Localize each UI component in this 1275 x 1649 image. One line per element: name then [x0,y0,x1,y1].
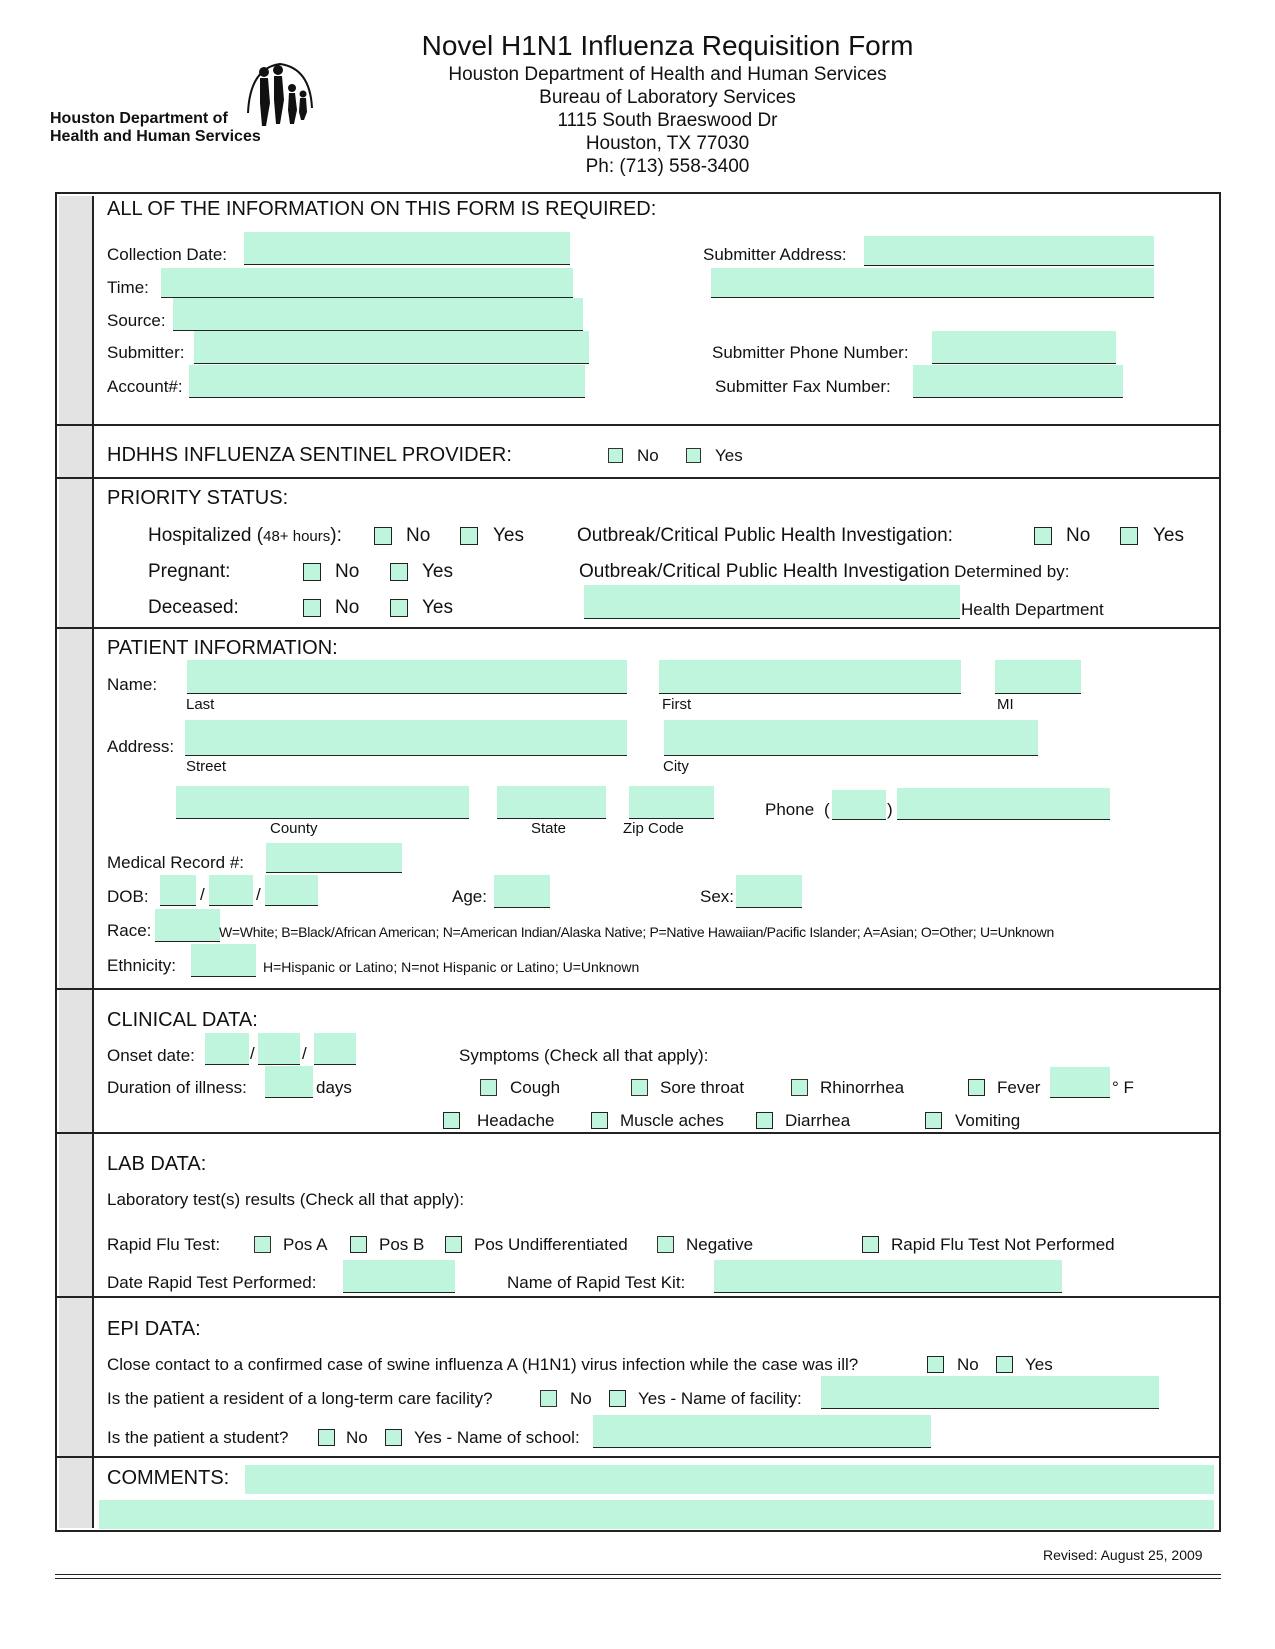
dob-label: DOB: [107,887,149,906]
pos-b-label: Pos B [379,1235,425,1254]
rhinorrhea-label: Rhinorrhea [820,1078,905,1097]
zip-caption: Zip Code [623,820,684,837]
sore-throat-checkbox[interactable] [631,1079,648,1096]
age-field[interactable] [494,875,550,908]
hospitalized-yes-label: Yes [493,525,524,546]
muscle-aches-label: Muscle aches [620,1111,724,1130]
name-label: Name: [107,675,158,694]
required-heading: ALL OF THE INFORMATION ON THIS FORM IS REQUIRED: [107,198,657,220]
address-label: Address: [107,737,175,756]
onset-slash-2: / [302,1044,307,1063]
divider [55,1456,1221,1458]
deceased-label: Deceased: [148,597,239,618]
facility-name-field[interactable] [821,1376,1159,1409]
ethnicity-label: Ethnicity: [107,956,176,975]
dob-year-field[interactable] [265,875,318,906]
pos-a-checkbox[interactable] [254,1236,271,1253]
fever-degree-label: ° F [1112,1078,1134,1097]
onset-slash-1: / [250,1044,255,1063]
dob-slash-2: / [256,885,261,904]
pregnant-no-checkbox[interactable] [303,563,321,581]
logo-text-line1: Houston Department of [50,110,228,127]
outbreak-yes-checkbox[interactable] [1120,527,1138,545]
date-rapid-label: Date Rapid Test Performed: [107,1273,317,1292]
ethnicity-key: H=Hispanic or Latino; N=not Hispanic or Latino; U=Unknown [263,959,640,975]
date-rapid-field[interactable] [343,1260,455,1293]
sore-throat-label: Sore throat [660,1078,745,1097]
state-field[interactable] [497,786,606,819]
phone-paren-open: ( [824,800,830,819]
sex-label: Sex: [700,887,735,906]
deceased-no-label: No [335,597,360,618]
time-label: Time: [107,278,149,297]
deceased-yes-checkbox[interactable] [390,599,408,617]
mrn-field[interactable] [266,843,402,873]
headache-checkbox[interactable] [443,1112,460,1129]
zip-field[interactable] [629,786,714,819]
lab-heading: LAB DATA: [107,1153,207,1175]
header-citystate: Houston, TX 77030 [585,133,750,154]
collection-date-label: Collection Date: [107,245,228,264]
city-caption: City [663,758,689,775]
outbreak-label: Outbreak/Critical Public Health Investigation: [577,525,953,546]
mi-caption: MI [997,696,1014,713]
divider [55,988,1221,990]
hospitalized-label: Hospitalized (48+ hours): [148,525,342,546]
ltc-yes-checkbox[interactable] [609,1390,626,1407]
pos-b-checkbox[interactable] [350,1236,367,1253]
pregnant-yes-label: Yes [422,561,453,582]
left-gutter [59,196,94,1528]
outbreak-determined-label: Outbreak/Critical Public Health Investigation Determined by: [579,561,1070,582]
revised-date: Revised: August 25, 2009 [1043,1547,1203,1563]
negative-label: Negative [686,1235,754,1254]
contact-question: Close contact to a confirmed case of swine influenza A (H1N1) virus infection while the case was ill? [107,1355,859,1374]
race-key: W=White; B=Black/African American; N=American Indian/Alaska Native; P=Native Hawaiian/Pacific Islander; A=Asian; O=Other; U=Unknown [219,924,1054,940]
cough-label: Cough [510,1078,561,1097]
lab-tests-label: Laboratory test(s) results (Check all that apply): [107,1190,465,1209]
family-logo-icon [240,58,320,130]
contact-yes-label: Yes [1025,1355,1053,1374]
rhinorrhea-checkbox[interactable] [791,1079,808,1096]
student-yes-checkbox[interactable] [385,1429,402,1446]
last-name-field[interactable] [187,660,627,694]
sex-field[interactable] [736,875,802,908]
first-name-field[interactable] [659,660,961,694]
duration-field[interactable] [265,1066,313,1098]
diarrhea-checkbox[interactable] [756,1112,773,1129]
footer-rule [55,1574,1221,1579]
city-field[interactable] [664,720,1038,756]
hospitalized-no-checkbox[interactable] [374,527,392,545]
school-name-field[interactable] [593,1415,931,1448]
health-department-label: Health Department [961,600,1104,619]
rapid-flu-label: Rapid Flu Test: [107,1235,221,1254]
submitter-phone-label: Submitter Phone Number: [712,343,909,362]
sentinel-yes-checkbox[interactable] [686,448,701,463]
kit-field[interactable] [714,1260,1062,1293]
duration-label: Duration of illness: [107,1078,247,1097]
sentinel-yes-label: Yes [715,446,743,465]
ltc-yes-label: Yes - Name of facility: [638,1389,802,1408]
fever-temperature-field[interactable] [1050,1067,1110,1098]
first-caption: First [662,696,692,713]
pregnant-label: Pregnant: [148,561,231,582]
submitter-fax-label: Submitter Fax Number: [715,377,891,396]
hospitalized-yes-checkbox[interactable] [460,527,478,545]
submitter-address-field-1[interactable] [864,236,1154,266]
last-caption: Last [186,696,215,713]
clinical-heading: CLINICAL DATA: [107,1009,258,1031]
dob-day-field[interactable] [209,875,253,906]
divider [55,424,1221,426]
pos-undifferentiated-checkbox[interactable] [445,1236,462,1253]
student-question: Is the patient a student? [107,1428,289,1447]
negative-checkbox[interactable] [657,1236,674,1253]
fever-checkbox[interactable] [968,1079,985,1096]
contact-no-label: No [957,1355,979,1374]
ltc-no-label: No [570,1389,592,1408]
header-bureau: Bureau of Laboratory Services [539,87,796,108]
source-field[interactable] [173,298,583,331]
headache-label: Headache [477,1111,555,1130]
submitter-address-field-2[interactable] [711,268,1154,298]
account-label: Account#: [107,377,183,396]
phone-area-code-field[interactable] [832,790,886,820]
race-label: Race: [107,921,152,940]
header-street: 1115 South Braeswood Dr [557,110,778,131]
student-no-checkbox[interactable] [318,1429,335,1446]
onset-day-field[interactable] [258,1033,300,1065]
sentinel-label: HDHHS INFLUENZA SENTINEL PROVIDER: [107,444,512,466]
mi-field[interactable] [995,660,1081,694]
kit-label: Name of Rapid Test Kit: [507,1273,686,1292]
race-field[interactable] [155,909,220,942]
onset-year-field[interactable] [314,1033,356,1065]
contact-no-checkbox[interactable] [927,1356,944,1373]
form-title: Novel H1N1 Influenza Requisition Form [421,30,914,61]
county-field[interactable] [176,786,469,819]
account-field[interactable] [189,365,585,398]
time-field[interactable] [161,268,573,298]
mrn-label: Medical Record #: [107,853,245,872]
street-caption: Street [186,758,227,775]
symptoms-label: Symptoms (Check all that apply): [459,1046,709,1065]
vomiting-checkbox[interactable] [925,1112,942,1129]
student-yes-label: Yes - Name of school: [414,1428,580,1447]
outbreak-determined-field[interactable] [584,585,960,619]
outbreak-no-label: No [1066,525,1091,546]
source-label: Source: [107,311,166,330]
submitter-fax-field[interactable] [913,365,1123,398]
comments-field-2[interactable] [99,1500,1214,1529]
header-phone: Ph: (713) 558-3400 [585,156,750,176]
divider [55,1296,1221,1298]
phone-number-field[interactable] [897,788,1110,820]
submitter-address-label: Submitter Address: [703,245,847,264]
onset-month-field[interactable] [205,1033,249,1065]
pos-a-label: Pos A [283,1235,328,1254]
collection-date-field[interactable] [244,232,570,265]
deceased-no-checkbox[interactable] [303,599,321,617]
days-label: days [316,1078,352,1097]
phone-paren-close: ) [887,800,893,819]
submitter-field[interactable] [194,331,589,364]
sentinel-no-checkbox[interactable] [608,448,623,463]
divider [55,477,1221,479]
comments-field-1[interactable] [245,1465,1214,1494]
pregnant-yes-checkbox[interactable] [390,563,408,581]
outbreak-yes-label: Yes [1153,525,1184,546]
ethnicity-field[interactable] [191,944,256,977]
dob-month-field[interactable] [160,875,196,906]
pos-undifferentiated-label: Pos Undifferentiated [474,1235,628,1254]
logo [50,58,310,158]
fever-label: Fever [997,1078,1041,1097]
patient-heading: PATIENT INFORMATION: [107,637,338,659]
deceased-yes-label: Yes [422,597,453,618]
muscle-aches-checkbox[interactable] [591,1112,608,1129]
county-caption: County [270,820,318,837]
student-no-label: No [346,1428,368,1447]
state-caption: State [531,820,567,837]
cough-checkbox[interactable] [480,1079,497,1096]
pregnant-no-label: No [335,561,360,582]
dob-slash-1: / [200,885,205,904]
street-field[interactable] [185,720,627,756]
onset-label: Onset date: [107,1046,195,1065]
header-dept: Houston Department of Health and Human Services [448,64,887,85]
submitter-phone-field[interactable] [932,331,1116,364]
priority-heading: PRIORITY STATUS: [107,487,289,509]
outbreak-no-checkbox[interactable] [1034,527,1052,545]
diarrhea-label: Diarrhea [785,1111,851,1130]
sentinel-no-label: No [637,446,659,465]
ltc-no-checkbox[interactable] [540,1390,557,1407]
contact-yes-checkbox[interactable] [996,1356,1013,1373]
divider [55,627,1221,629]
submitter-label: Submitter: [107,343,185,362]
epi-heading: EPI DATA: [107,1318,201,1340]
not-performed-label: Rapid Flu Test Not Performed [891,1235,1115,1254]
phone-label: Phone [765,800,815,819]
not-performed-checkbox[interactable] [862,1236,879,1253]
vomiting-label: Vomiting [955,1111,1021,1130]
comments-heading: COMMENTS: [107,1467,230,1489]
logo-text-line2: Health and Human Services [50,128,261,145]
divider [55,1132,1221,1134]
ltc-question: Is the patient a resident of a long-term care facility? [107,1389,493,1408]
hospitalized-no-label: No [406,525,431,546]
age-label: Age: [452,887,487,906]
